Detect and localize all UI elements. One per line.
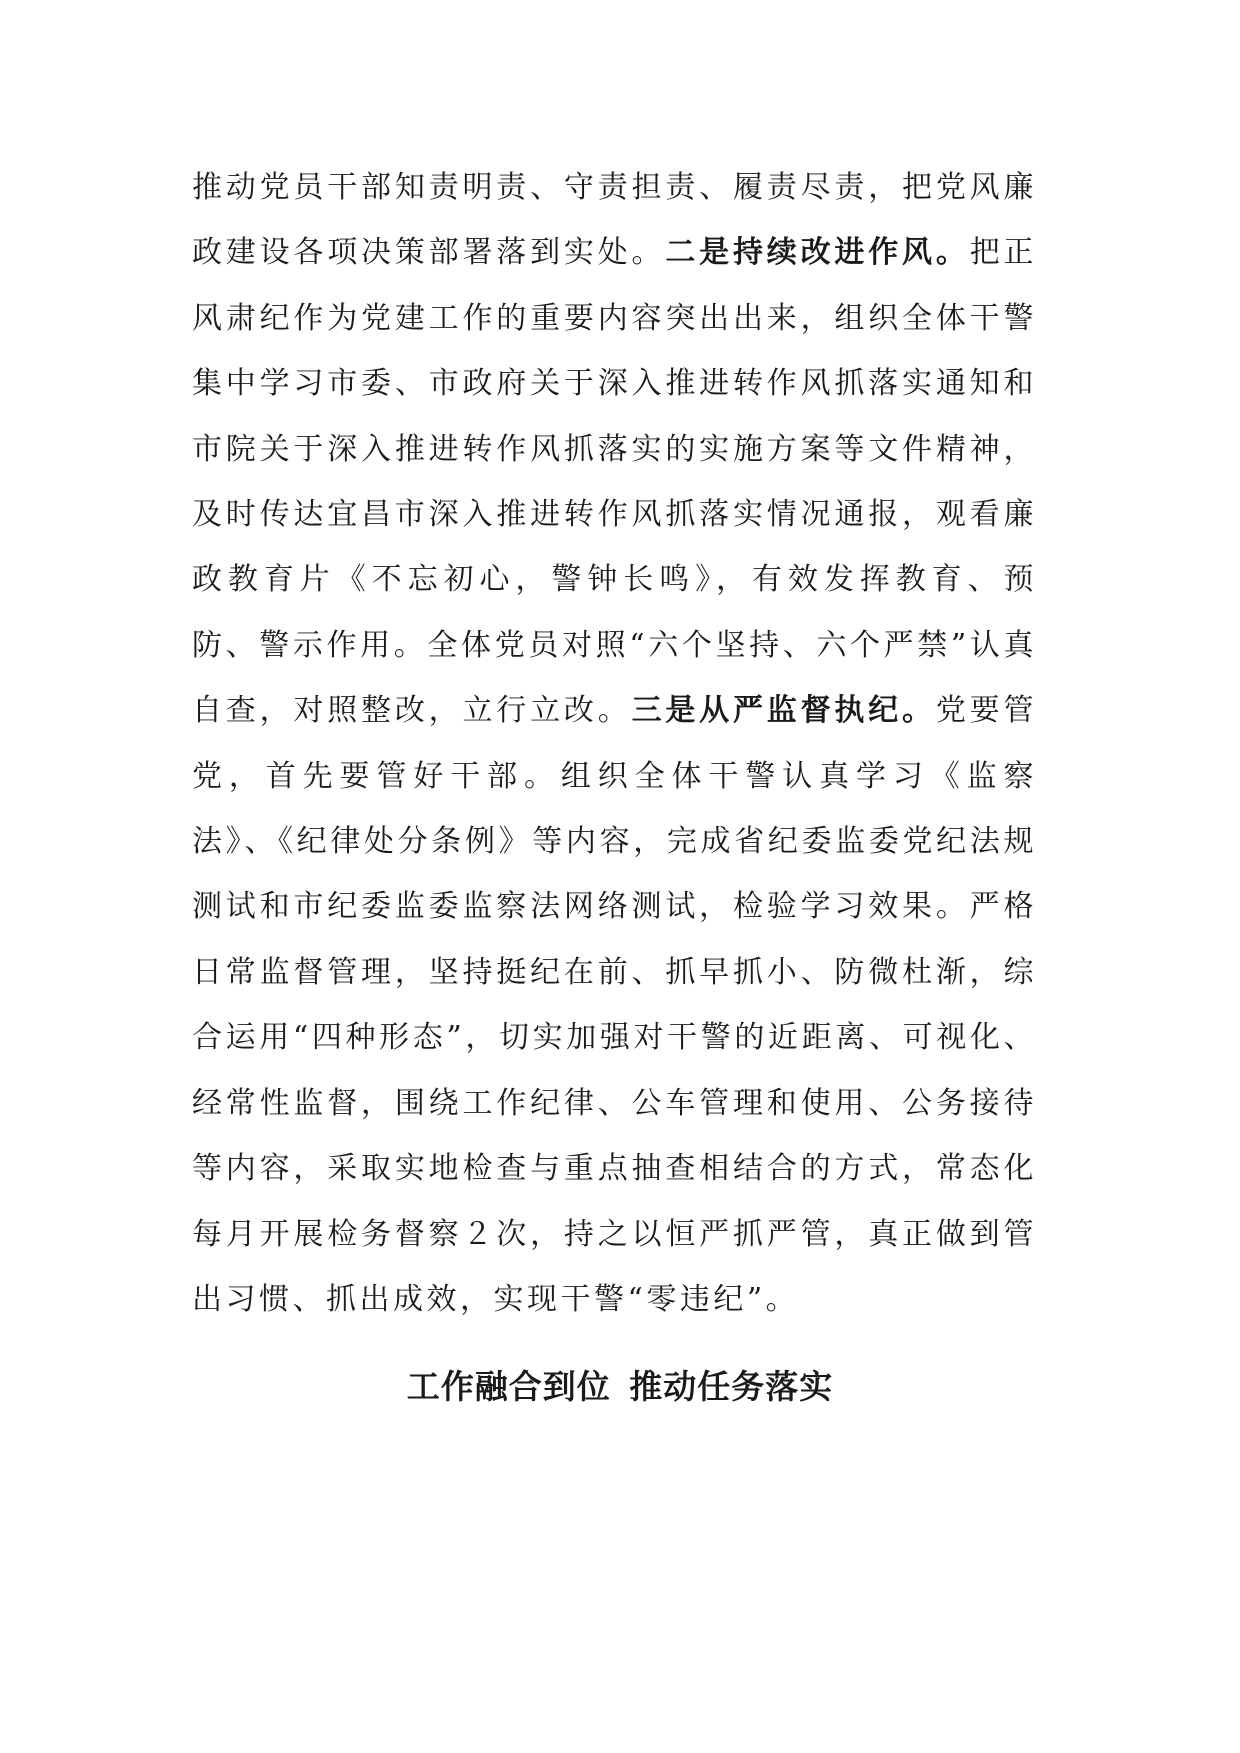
point-heading-2: 二是持续改进作风。	[665, 235, 970, 271]
point-heading-3: 三是从严监督执纪。	[631, 693, 936, 729]
body-paragraph	[192, 155, 1037, 1332]
paragraph-text-1: 推动党员干部知责明责、守责担责、履责尽责，把党风廉政建设各项决策部署落到实处。	[192, 170, 1037, 271]
paragraph-text-3: 党要管党，首先要管好干部。组织全体干警认真学习《监察法》、《纪律处分条例》等内容，完成省纪委监委党纪法规测试和市纪委监委监察法网络测试，检验学习效果。严格日常监督管理，坚持挺纪在前、抓早抓小、防微杜渐，综合运用“四种形态”，切实加强对干警的近距离、可视化、经常性监督，围绕工作纪律、公车管理和使用、公务接待等内容，采取实地检查与重点抽查相结合的方式，常态化每月开展检务督察２次，持之以恒严抓严管，真正做到管出习惯、抓出成效，实现干警“零违纪”。	[192, 693, 1037, 1317]
paragraph-text-2: 把正风肃纪作为党建工作的重要内容突出出来，组织全体干警集中学习市委、市政府关于深入推进转作风抓落实通知和市院关于深入推进转作风抓落实的实施方案等文件精神，及时传达宜昌市深入推进转作风抓落实情况通报，观看廉政教育片《不忘初心，警钟长鸣》，有效发挥教育、预防、警示作用。全体党员对照“六个坚持、六个严禁”认真自查，对照整改，立行立改。	[192, 235, 1037, 729]
section-heading: 工作融合到位 推动任务落实	[406, 1367, 834, 1406]
